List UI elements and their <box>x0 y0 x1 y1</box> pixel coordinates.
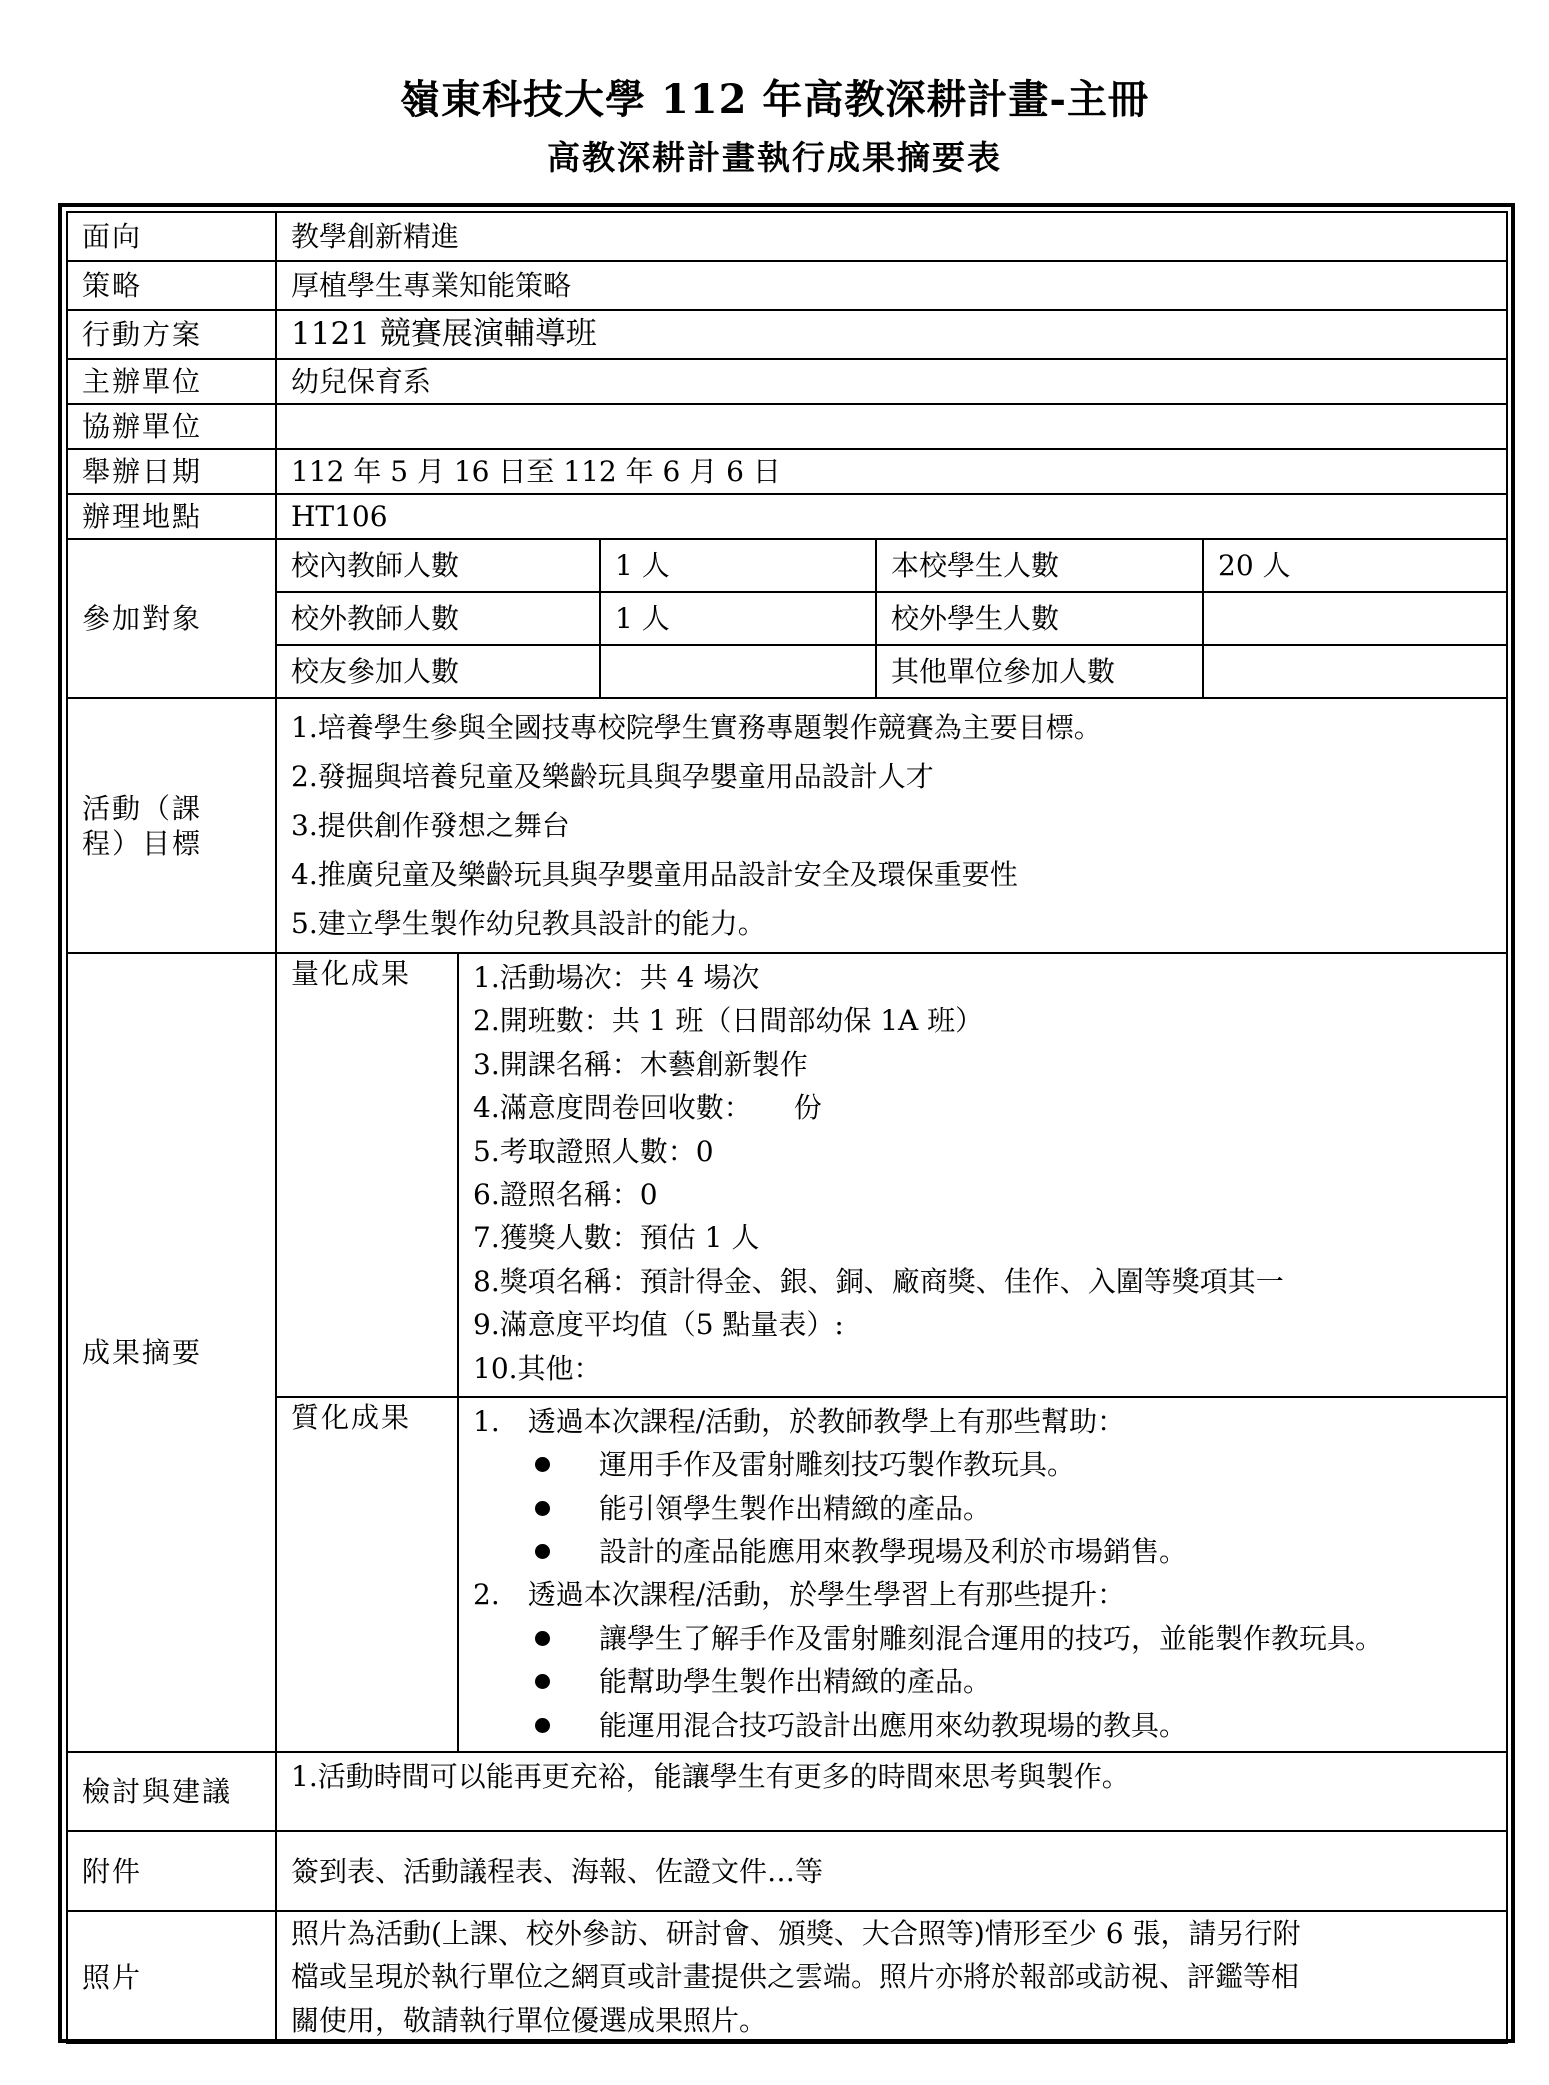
photos-label: 照片 <box>67 1911 276 2043</box>
row-action-plan <box>67 310 1507 359</box>
co-organizer-value <box>276 404 1507 449</box>
students-label: 本校學生人數 <box>876 540 1203 592</box>
qualitative-title-teacher: 1. 透過本次課程/活動，於教師教學上有那些幫助： <box>473 1404 1126 1438</box>
photos-line: 照片為活動(上課、校外參訪、研討會、頒獎、大合照等)情形至少 6 張，請另行附 <box>291 1917 1301 1951</box>
quantitative-item: 5.考取證照人數：0 <box>473 1134 714 1168</box>
document-subtitle: 高教深耕計畫執行成果摘要表 <box>547 138 1002 177</box>
row-objectives <box>67 698 1507 953</box>
qualitative-label: 質化成果 <box>277 1397 458 1751</box>
results-label: 成果摘要 <box>67 953 276 1752</box>
quantitative-item: 9.滿意度平均值（5 點量表）: <box>473 1308 844 1342</box>
objectives-label <box>67 698 276 953</box>
aspect-value: 教學創新精進 <box>276 212 1507 261</box>
quantitative-item: 8.獎項名稱：預計得金、銀、銅、廠商獎、佳作、入圍等獎項其一 <box>473 1264 1284 1298</box>
qualitative-bullet: 讓學生了解手作及雷射雕刻混合運用的技巧，並能製作教玩具。 <box>473 1617 1492 1660</box>
summary-table <box>66 211 1508 2044</box>
participants-table <box>277 540 1506 697</box>
results-cell <box>276 953 1507 1752</box>
row-participants <box>67 539 1507 698</box>
strategy-label: 策略 <box>67 261 276 310</box>
date-value: 112 年 5 月 16 日至 112 年 6 月 6 日 <box>276 449 1507 494</box>
review-label: 檢討與建議 <box>67 1752 276 1831</box>
objective-item: 1.培養學生參與全國技專校院學生實務專題製作競賽為主要目標。 <box>291 711 1102 744</box>
other-units-label: 其他單位參加人數 <box>876 645 1203 697</box>
bullet-dot-icon <box>535 1544 550 1559</box>
objectives-label-line2: 程）目標 <box>82 826 203 860</box>
quantitative-item: 10.其他： <box>473 1351 602 1385</box>
qualitative-bullet: 能幫助學生製作出精緻的產品。 <box>473 1660 1492 1703</box>
external-teachers-value: 1 人 <box>600 592 876 645</box>
objective-item: 5.建立學生製作幼兒教具設計的能力。 <box>291 907 766 940</box>
attachment-label: 附件 <box>67 1831 276 1911</box>
other-units-value <box>1203 645 1506 697</box>
qualitative-bullet: 能引領學生製作出精緻的產品。 <box>473 1487 1492 1530</box>
organizer-value: 幼兒保育系 <box>276 359 1507 404</box>
results-table <box>277 954 1506 1751</box>
quantitative-label: 量化成果 <box>277 954 458 1397</box>
external-students-label: 校外學生人數 <box>876 592 1203 645</box>
participants-cell <box>276 539 1507 698</box>
internal-teachers-value: 1 人 <box>600 540 876 592</box>
attachment-value: 簽到表、活動議程表、海報、佐證文件…等 <box>276 1831 1507 1911</box>
row-aspect <box>67 212 1507 261</box>
external-teachers-label: 校外教師人數 <box>277 592 600 645</box>
internal-teachers-label: 校內教師人數 <box>277 540 600 592</box>
row-co-organizer <box>67 404 1507 449</box>
qualitative-bullet: 設計的產品能應用來教學現場及利於市場銷售。 <box>473 1530 1492 1573</box>
objectives-list <box>276 698 1507 953</box>
participants-label: 參加對象 <box>67 539 276 698</box>
external-students-value <box>1203 592 1506 645</box>
row-organizer <box>67 359 1507 404</box>
quantitative-item: 4.滿意度問卷回收數： 份 <box>473 1091 822 1125</box>
location-label: 辦理地點 <box>67 494 276 539</box>
date-label: 舉辦日期 <box>67 449 276 494</box>
strategy-value: 厚植學生專業知能策略 <box>276 261 1507 310</box>
bullet-dot-icon <box>535 1718 550 1733</box>
quantitative-list <box>458 954 1506 1397</box>
photos-line: 關使用，敬請執行單位優選成果照片。 <box>291 2003 768 2037</box>
qualitative-bullet: 能運用混合技巧設計出應用來幼教現場的教具。 <box>473 1704 1492 1747</box>
students-value: 20 人 <box>1203 540 1506 592</box>
organizer-label: 主辦單位 <box>67 359 276 404</box>
row-strategy <box>67 261 1507 310</box>
bullet-dot-icon <box>535 1631 550 1646</box>
row-review <box>67 1752 1507 1831</box>
bullet-dot-icon <box>535 1501 550 1516</box>
objectives-label-line1: 活動（課 <box>82 791 203 825</box>
row-results <box>67 953 1507 1752</box>
row-attachment <box>67 1831 1507 1911</box>
row-location <box>67 494 1507 539</box>
aspect-label: 面向 <box>67 212 276 261</box>
quantitative-item: 1.活動場次：共 4 場次 <box>473 961 760 994</box>
row-photos <box>67 1911 1507 2043</box>
objective-item: 4.推廣兒童及樂齡玩具與孕嬰童用品設計安全及環保重要性 <box>291 858 1018 891</box>
location-value: HT106 <box>276 494 1507 539</box>
quantitative-item: 6.證照名稱：0 <box>473 1177 658 1211</box>
action-plan-label: 行動方案 <box>67 310 276 359</box>
quantitative-item: 3.開課名稱：木藝創新製作 <box>473 1047 808 1081</box>
co-organizer-label: 協辦單位 <box>67 404 276 449</box>
bullet-dot-icon <box>535 1457 550 1472</box>
qualitative-bullet: 運用手作及雷射雕刻技巧製作教玩具。 <box>473 1443 1492 1486</box>
document-title: 嶺東科技大學 112 年高教深耕計畫-主冊 <box>400 76 1149 123</box>
alumni-label: 校友參加人數 <box>277 645 600 697</box>
quantitative-item: 7.獲獎人數：預估 1 人 <box>473 1221 760 1255</box>
bullet-dot-icon <box>535 1674 550 1689</box>
review-value: 1.活動時間可以能再更充裕，能讓學生有更多的時間來思考與製作。 <box>276 1752 1507 1831</box>
quantitative-item: 2.開班數：共 1 班（日間部幼保 1A 班） <box>473 1004 984 1038</box>
objective-item: 2.發掘與培養兒童及樂齡玩具與孕嬰童用品設計人才 <box>291 760 934 793</box>
alumni-value <box>600 645 876 697</box>
action-plan-value: 1121 競賽展演輔導班 <box>276 310 1507 359</box>
qualitative-title-student: 2. 透過本次課程/活動，於學生學習上有那些提升： <box>473 1578 1126 1612</box>
photos-value <box>276 1911 1507 2043</box>
qualitative-list <box>458 1397 1506 1751</box>
photos-line: 檔或呈現於執行單位之網頁或計畫提供之雲端。照片亦將於報部或訪視、評鑑等相 <box>291 1960 1300 1994</box>
objective-item: 3.提供創作發想之舞台 <box>291 809 570 842</box>
row-date <box>67 449 1507 494</box>
